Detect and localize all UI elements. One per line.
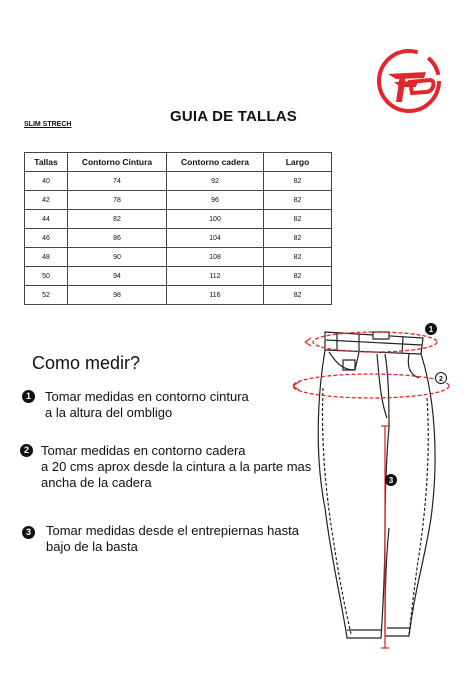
step-text-line: bajo de la basta	[46, 539, 138, 554]
svg-text:3: 3	[388, 476, 394, 485]
table-row	[25, 210, 332, 229]
marker-2-icon	[436, 373, 447, 384]
step-text-line: a 20 cms aprox desde la cintura a la parte mas	[41, 459, 312, 474]
page-title: GUIA DE TALLAS	[170, 108, 297, 125]
product-fit-label: SLIM STRECH	[24, 121, 72, 128]
cell-largo: 82	[264, 191, 332, 210]
how-to-measure-title: Como medir?	[32, 353, 141, 373]
cell-talla: 50	[25, 267, 68, 286]
step-number-badge: 2	[20, 444, 33, 457]
step-text-line: Tomar medidas desde el entrepiernas hasta	[46, 523, 299, 538]
cell-largo: 82	[264, 172, 332, 191]
step-number-badge: 1	[22, 390, 35, 403]
table-row	[25, 229, 332, 248]
table-row	[25, 286, 332, 305]
brand-logo-icon	[374, 46, 444, 116]
cell-talla: 40	[25, 172, 68, 191]
table-row	[25, 267, 332, 286]
cell-cadera: 108	[167, 248, 264, 267]
step-text-line: ancha de la cadera	[41, 475, 152, 490]
cell-cadera: 96	[167, 191, 264, 210]
cell-cadera: 116	[167, 286, 264, 305]
cell-cadera: 92	[167, 172, 264, 191]
cell-largo: 82	[264, 229, 332, 248]
cell-talla: 52	[25, 286, 68, 305]
step-text-line: a la altura del ombligo	[45, 405, 173, 420]
table-row	[25, 248, 332, 267]
cell-largo: 82	[264, 248, 332, 267]
step-number-badge: 3	[22, 526, 35, 539]
cell-cintura: 74	[68, 172, 167, 191]
cell-cintura: 94	[68, 267, 167, 286]
cell-largo: 82	[264, 267, 332, 286]
header-largo: Largo	[264, 153, 332, 172]
table-row	[25, 191, 332, 210]
step-text-line: Tomar medidas en contorno cintura	[45, 389, 249, 404]
cell-cintura: 90	[68, 248, 167, 267]
svg-text:2: 2	[439, 376, 443, 383]
cell-talla: 48	[25, 248, 68, 267]
cell-cadera: 112	[167, 267, 264, 286]
svg-text:1: 1	[428, 325, 434, 334]
cell-cadera: 104	[167, 229, 264, 248]
marker-1-icon	[425, 323, 437, 335]
cell-largo: 82	[264, 286, 332, 305]
cell-talla: 42	[25, 191, 68, 210]
cell-talla: 44	[25, 210, 68, 229]
cell-cadera: 100	[167, 210, 264, 229]
table-header-row	[25, 153, 332, 172]
cell-largo: 82	[264, 210, 332, 229]
marker-3-icon	[385, 474, 397, 486]
step-text-line: Tomar medidas en contorno cadera	[41, 443, 246, 458]
size-table	[24, 152, 332, 305]
cell-cintura: 86	[68, 229, 167, 248]
jeans-illustration-icon	[285, 318, 455, 658]
header-contorno-cintura: Contorno Cintura	[68, 153, 167, 172]
cell-talla: 46	[25, 229, 68, 248]
header-contorno-cadera: Contorno cadera	[167, 153, 264, 172]
cell-cintura: 78	[68, 191, 167, 210]
table-row	[25, 172, 332, 191]
cell-cintura: 98	[68, 286, 167, 305]
cell-cintura: 82	[68, 210, 167, 229]
header-tallas: Tallas	[25, 153, 68, 172]
